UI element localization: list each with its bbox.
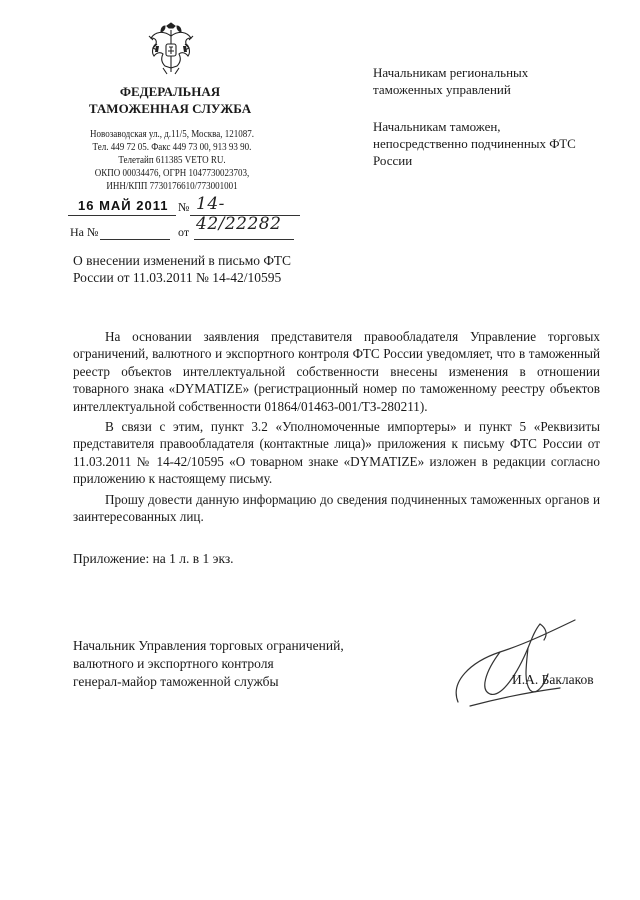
handwritten-signature-icon bbox=[440, 612, 590, 712]
signer-title-line3: генерал-майор таможенной службы bbox=[73, 674, 279, 689]
organization-name bbox=[70, 83, 270, 117]
contact-okpo: ОКПО 00034476, ОГРН 1047730023703, bbox=[94, 168, 250, 179]
double-headed-eagle-emblem-icon bbox=[147, 22, 195, 76]
body-paragraph-1: На основании заявления представителя правообладателя Управление торговых ограничений, валютного и экспортного контроля ФТС России уведомляет, что в таможенный реестр объектов интеллектуальной собственности внесены изменения в отношении товарного знака «DYMATIZE» (регистрационный номер по таможенному реестру объектов интеллектуальной собственности 01864/01463-001/ТЗ-280211). bbox=[73, 329, 600, 414]
contact-address: Новозаводская ул., д.11/5, Москва, 121087. bbox=[90, 129, 254, 140]
addressee-customs: Начальникам таможен, непосредственно подчиненных ФТС России bbox=[373, 119, 576, 168]
registration-date-stamp: 16 МАЙ 2011 bbox=[78, 198, 169, 213]
body-paragraph-3: Прошу довести данную информацию до сведения подчиненных таможенных органов и заинтересованных лиц. bbox=[73, 491, 600, 525]
registration-date-underline bbox=[68, 215, 176, 216]
body-paragraph-2: В связи с этим, пункт 3.2 «Уполномоченные импортеры» и пункт 5 «Реквизиты представителя правообладателя (контактные лица)» приложения к письму ФТС России от 11.03.2011 № 14-42/10595 «О товарном знаке «DYMATIZE» изложен в редакции согласно приложению к настоящему письму. bbox=[73, 419, 600, 487]
signer-title bbox=[73, 637, 403, 691]
reference-number-label: На № bbox=[70, 225, 99, 239]
letter-body bbox=[73, 328, 600, 528]
reference-line bbox=[70, 225, 300, 243]
registration-number-underline bbox=[190, 215, 300, 216]
reference-date-blank bbox=[194, 239, 294, 240]
signer-title-line1: Начальник Управления торговых ограничений, bbox=[73, 638, 344, 653]
contact-phone: Тел. 449 72 05. Факс 449 73 00, 913 93 90. bbox=[92, 142, 252, 153]
contact-inn: ИНН/КПП 7730176610/773001001 bbox=[106, 181, 238, 192]
registration-number-label: № bbox=[178, 200, 190, 214]
attachment-note: Приложение: на 1 л. в 1 экз. bbox=[73, 551, 234, 566]
organization-name-line1: ФЕДЕРАЛЬНАЯ bbox=[119, 84, 221, 99]
signer-title-line2: валютного и экспортного контроля bbox=[73, 656, 274, 671]
contact-block bbox=[64, 128, 280, 193]
contact-teletype: Телетайп 611385 VETO RU. bbox=[118, 155, 226, 166]
reference-from-label: от bbox=[178, 225, 190, 239]
registration-number-handwritten: 14-42/22282 bbox=[196, 194, 282, 234]
organization-name-line2: ТАМОЖЕННАЯ СЛУЖБА bbox=[88, 101, 252, 116]
addressee-regional: Начальникам региональных таможенных управлений bbox=[373, 65, 529, 97]
signer-name: И.А. Баклаков bbox=[512, 672, 594, 687]
reference-number-blank bbox=[100, 239, 170, 240]
letter-subject: О внесении изменений в письмо ФТС России от 11.03.2011 № 14-42/10595 bbox=[73, 253, 292, 285]
